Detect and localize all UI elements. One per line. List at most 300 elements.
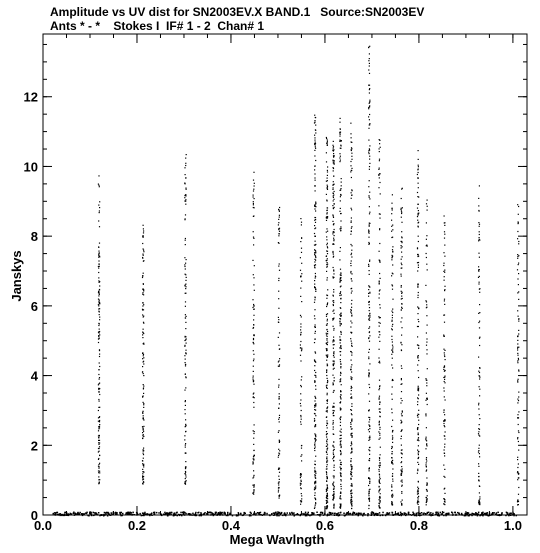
data-point [99, 243, 100, 244]
data-point [333, 494, 334, 495]
data-point [340, 230, 341, 231]
data-point [300, 334, 301, 335]
data-point [379, 213, 380, 214]
data-point [340, 286, 341, 287]
data-point [340, 444, 341, 445]
data-point [479, 337, 480, 338]
data-point [327, 212, 328, 213]
x-tick-label: 0.0 [33, 518, 53, 533]
data-point [425, 300, 426, 301]
data-point [315, 461, 316, 462]
data-point [417, 357, 418, 358]
data-point [314, 421, 315, 422]
data-point [417, 497, 418, 498]
data-point [402, 482, 403, 483]
data-point [391, 426, 392, 427]
data-point [382, 512, 384, 514]
data-point [479, 226, 480, 227]
data-point [253, 354, 254, 355]
data-point [417, 356, 418, 357]
data-point [391, 321, 392, 322]
data-point [333, 446, 334, 447]
data-point [333, 496, 334, 497]
data-point [315, 291, 316, 292]
data-point [278, 337, 279, 338]
data-point [426, 440, 427, 441]
data-point [315, 331, 316, 332]
data-point [326, 446, 327, 447]
data-point [185, 306, 186, 307]
data-point [333, 365, 334, 366]
data-point [99, 435, 100, 436]
data-point [278, 319, 279, 320]
data-point [401, 398, 402, 399]
data-point [253, 343, 254, 344]
data-point [314, 450, 315, 451]
data-point [143, 476, 144, 477]
data-point [333, 197, 334, 198]
data-point [417, 364, 418, 365]
data-point [340, 226, 341, 227]
data-point [446, 513, 448, 515]
data-point [517, 417, 518, 418]
data-point [392, 447, 393, 448]
data-point [379, 471, 380, 472]
data-point [478, 404, 479, 405]
data-point [98, 304, 99, 305]
data-point [369, 156, 370, 157]
data-point [379, 499, 380, 500]
data-point [478, 466, 479, 467]
data-point [401, 450, 402, 451]
data-point [351, 495, 352, 496]
data-point [426, 342, 427, 343]
data-point [98, 430, 99, 431]
y-tick-label: 2 [30, 438, 38, 454]
baseline-points [53, 512, 518, 517]
data-point [391, 354, 392, 355]
data-point [315, 405, 316, 406]
data-point [300, 403, 301, 404]
data-point [350, 394, 351, 395]
data-point [341, 140, 342, 141]
data-point [185, 453, 186, 454]
data-point [327, 304, 328, 305]
data-point [185, 285, 186, 286]
data-point [212, 512, 214, 514]
data-point [333, 340, 334, 341]
data-point [479, 377, 480, 378]
data-point [315, 377, 316, 378]
data-point [98, 299, 99, 300]
data-point [301, 445, 302, 446]
data-point [351, 345, 352, 346]
data-point [426, 385, 427, 386]
data-point [379, 512, 381, 514]
data-point [98, 325, 99, 326]
data-point [417, 487, 418, 488]
data-point [402, 400, 403, 401]
data-point [143, 289, 144, 290]
data-point [398, 512, 400, 514]
data-point [401, 259, 402, 260]
data-point [300, 476, 301, 477]
data-point [315, 165, 316, 166]
data-point [369, 73, 370, 74]
data-point [300, 326, 301, 327]
data-point [444, 256, 445, 257]
data-point [402, 453, 403, 454]
data-point [314, 470, 315, 471]
data-point [417, 177, 418, 178]
data-point [333, 477, 334, 478]
data-point [333, 187, 334, 188]
data-point [238, 512, 240, 514]
data-point [418, 464, 419, 465]
point-column [184, 154, 187, 485]
data-point [326, 372, 327, 373]
data-point [301, 273, 302, 274]
data-point [379, 160, 380, 161]
data-point [340, 416, 341, 417]
data-point [340, 196, 341, 197]
data-point [379, 304, 380, 305]
data-point [479, 453, 480, 454]
data-point [426, 222, 427, 223]
data-point [300, 480, 301, 481]
data-point [444, 469, 445, 470]
data-point [301, 263, 302, 264]
data-point [143, 454, 144, 455]
data-point [98, 451, 99, 452]
data-point [379, 505, 380, 506]
data-point [98, 272, 99, 273]
data-point [254, 485, 255, 486]
data-point [333, 141, 334, 142]
data-point [492, 512, 494, 514]
data-point [341, 182, 342, 183]
data-point [437, 512, 439, 513]
data-point [350, 263, 351, 264]
data-point [327, 178, 328, 179]
data-point [402, 308, 403, 309]
data-point [143, 232, 144, 233]
data-point [332, 375, 333, 376]
data-point [391, 504, 392, 505]
data-point [279, 366, 280, 367]
data-point [401, 231, 402, 232]
data-point [351, 288, 352, 289]
data-point [418, 360, 419, 361]
data-point [518, 214, 519, 215]
data-point [278, 235, 279, 236]
data-point [327, 444, 328, 445]
data-point [315, 505, 316, 506]
data-point [392, 315, 393, 316]
data-point [401, 287, 402, 288]
data-point [379, 409, 380, 410]
data-point [278, 491, 279, 492]
data-point [351, 250, 352, 251]
data-point [300, 296, 301, 297]
data-point [444, 370, 445, 371]
data-point [510, 513, 512, 515]
data-point [418, 414, 419, 415]
data-point [315, 297, 316, 298]
data-point [300, 257, 301, 258]
data-point [341, 435, 342, 436]
data-point [401, 208, 402, 209]
data-point [392, 435, 393, 436]
data-point [369, 223, 370, 224]
data-point [253, 458, 254, 459]
data-point [98, 440, 99, 441]
data-point [332, 406, 333, 407]
data-point [340, 331, 341, 332]
data-point [368, 508, 369, 509]
data-point [73, 513, 75, 515]
data-point [185, 268, 186, 269]
data-point [392, 351, 393, 352]
data-point [340, 450, 341, 451]
data-point [143, 248, 144, 249]
data-point [185, 218, 186, 219]
data-point [326, 476, 327, 477]
point-column [400, 188, 403, 506]
data-point [426, 301, 427, 302]
data-point [185, 244, 186, 245]
data-point [380, 447, 381, 448]
data-point [315, 471, 316, 472]
data-point [99, 319, 100, 320]
data-point [368, 493, 369, 494]
data-point [185, 286, 186, 287]
data-point [379, 218, 380, 219]
data-point [184, 439, 185, 440]
data-point [369, 231, 370, 232]
data-point [401, 457, 402, 458]
data-point [417, 428, 418, 429]
data-point [314, 115, 315, 116]
data-point [517, 256, 518, 257]
data-point [253, 393, 254, 394]
data-point [315, 375, 316, 376]
data-point [479, 372, 480, 373]
data-point [334, 164, 335, 165]
data-point [518, 206, 519, 207]
data-point [443, 335, 444, 336]
data-point [339, 418, 340, 419]
data-point [379, 474, 380, 475]
data-point [185, 350, 186, 351]
data-point [314, 266, 315, 267]
data-point [425, 513, 427, 515]
data-point [351, 360, 352, 361]
data-point [518, 263, 519, 264]
data-point [252, 477, 253, 478]
data-point [379, 148, 380, 149]
data-point [315, 362, 316, 363]
data-point [339, 157, 340, 158]
data-point [444, 276, 445, 277]
data-point [479, 312, 480, 313]
data-point [326, 461, 327, 462]
data-point [392, 481, 393, 482]
data-point [144, 513, 146, 515]
data-point [326, 138, 327, 139]
data-point [143, 450, 144, 451]
data-point [518, 396, 519, 397]
data-point [341, 438, 342, 439]
data-point [350, 465, 351, 466]
data-point [401, 263, 402, 264]
data-point [369, 233, 370, 234]
data-point [333, 146, 334, 147]
data-point [314, 381, 315, 382]
data-point [418, 454, 419, 455]
data-point [253, 339, 254, 340]
data-point [458, 513, 460, 515]
data-point [426, 471, 427, 472]
point-column [278, 207, 281, 499]
data-point [426, 444, 427, 445]
data-point [368, 357, 369, 358]
data-point [327, 399, 328, 400]
data-point [443, 387, 444, 388]
data-point [254, 424, 255, 425]
data-point [369, 501, 370, 502]
data-point [379, 151, 380, 152]
data-point [253, 459, 254, 460]
data-point [392, 399, 393, 400]
data-point [379, 349, 380, 350]
data-point [478, 271, 479, 272]
data-point [341, 364, 342, 365]
data-point [444, 488, 445, 489]
data-point [479, 485, 480, 486]
data-point [99, 332, 100, 333]
data-point [379, 486, 380, 487]
data-point [98, 266, 99, 267]
data-point [341, 334, 342, 335]
data-point [426, 502, 427, 503]
point-column [425, 200, 428, 506]
data-point [479, 445, 480, 446]
data-point [314, 236, 315, 237]
data-point [341, 468, 342, 469]
data-points [53, 46, 520, 517]
data-point [210, 512, 212, 514]
data-point [379, 433, 380, 434]
data-point [340, 493, 341, 494]
data-point [143, 453, 144, 454]
data-point [326, 350, 327, 351]
data-point [252, 461, 253, 462]
data-point [327, 243, 328, 244]
data-point [340, 373, 341, 374]
data-point [326, 462, 327, 463]
data-point [315, 203, 316, 204]
data-point [326, 334, 327, 335]
data-point [221, 512, 223, 514]
data-point [253, 487, 254, 488]
data-point [340, 464, 341, 465]
data-point [391, 231, 392, 232]
data-point [401, 247, 402, 248]
data-point [333, 195, 334, 196]
data-point [401, 466, 402, 467]
data-point [340, 298, 341, 299]
data-point [418, 388, 419, 389]
chart-subtitle: Ants * - * Stokes I IF# 1 - 2 Chan# 1 [50, 19, 265, 33]
data-point [143, 273, 144, 274]
point-column [142, 225, 145, 485]
data-point [180, 512, 182, 514]
data-point [326, 306, 327, 307]
data-point [139, 513, 141, 515]
data-point [326, 369, 327, 370]
data-point [185, 158, 186, 159]
data-point [517, 380, 518, 381]
point-column [350, 123, 353, 510]
data-point [99, 356, 100, 357]
data-point [291, 512, 293, 514]
data-point [369, 458, 370, 459]
data-point [98, 437, 99, 438]
data-point [98, 323, 99, 324]
data-point [379, 429, 380, 430]
data-point [334, 380, 335, 381]
data-point [517, 355, 518, 356]
data-point [379, 361, 380, 362]
data-point [279, 263, 280, 264]
data-point [314, 487, 315, 488]
data-point [391, 448, 392, 449]
data-point [340, 291, 341, 292]
data-point [253, 309, 254, 310]
data-point [368, 505, 369, 506]
data-point [315, 148, 316, 149]
y-tick-label: 6 [30, 298, 38, 314]
data-point [418, 150, 419, 151]
data-point [351, 231, 352, 232]
data-point [426, 466, 427, 467]
data-point [401, 293, 402, 294]
data-point [379, 490, 380, 491]
data-point [369, 150, 370, 151]
data-point [351, 159, 352, 160]
data-point [444, 356, 445, 357]
data-point [402, 471, 403, 472]
data-point [351, 414, 352, 415]
data-point [417, 174, 418, 175]
data-point [518, 487, 519, 488]
data-point [253, 238, 254, 239]
data-point [142, 412, 143, 413]
data-point [518, 477, 519, 478]
data-point [332, 424, 333, 425]
data-point [327, 378, 328, 379]
data-point [314, 433, 315, 434]
data-point [389, 512, 391, 514]
data-point [392, 237, 393, 238]
data-point [253, 231, 254, 232]
data-point [315, 255, 316, 256]
data-point [369, 317, 370, 318]
data-point [340, 118, 341, 119]
data-point [184, 197, 185, 198]
data-point [517, 479, 518, 480]
